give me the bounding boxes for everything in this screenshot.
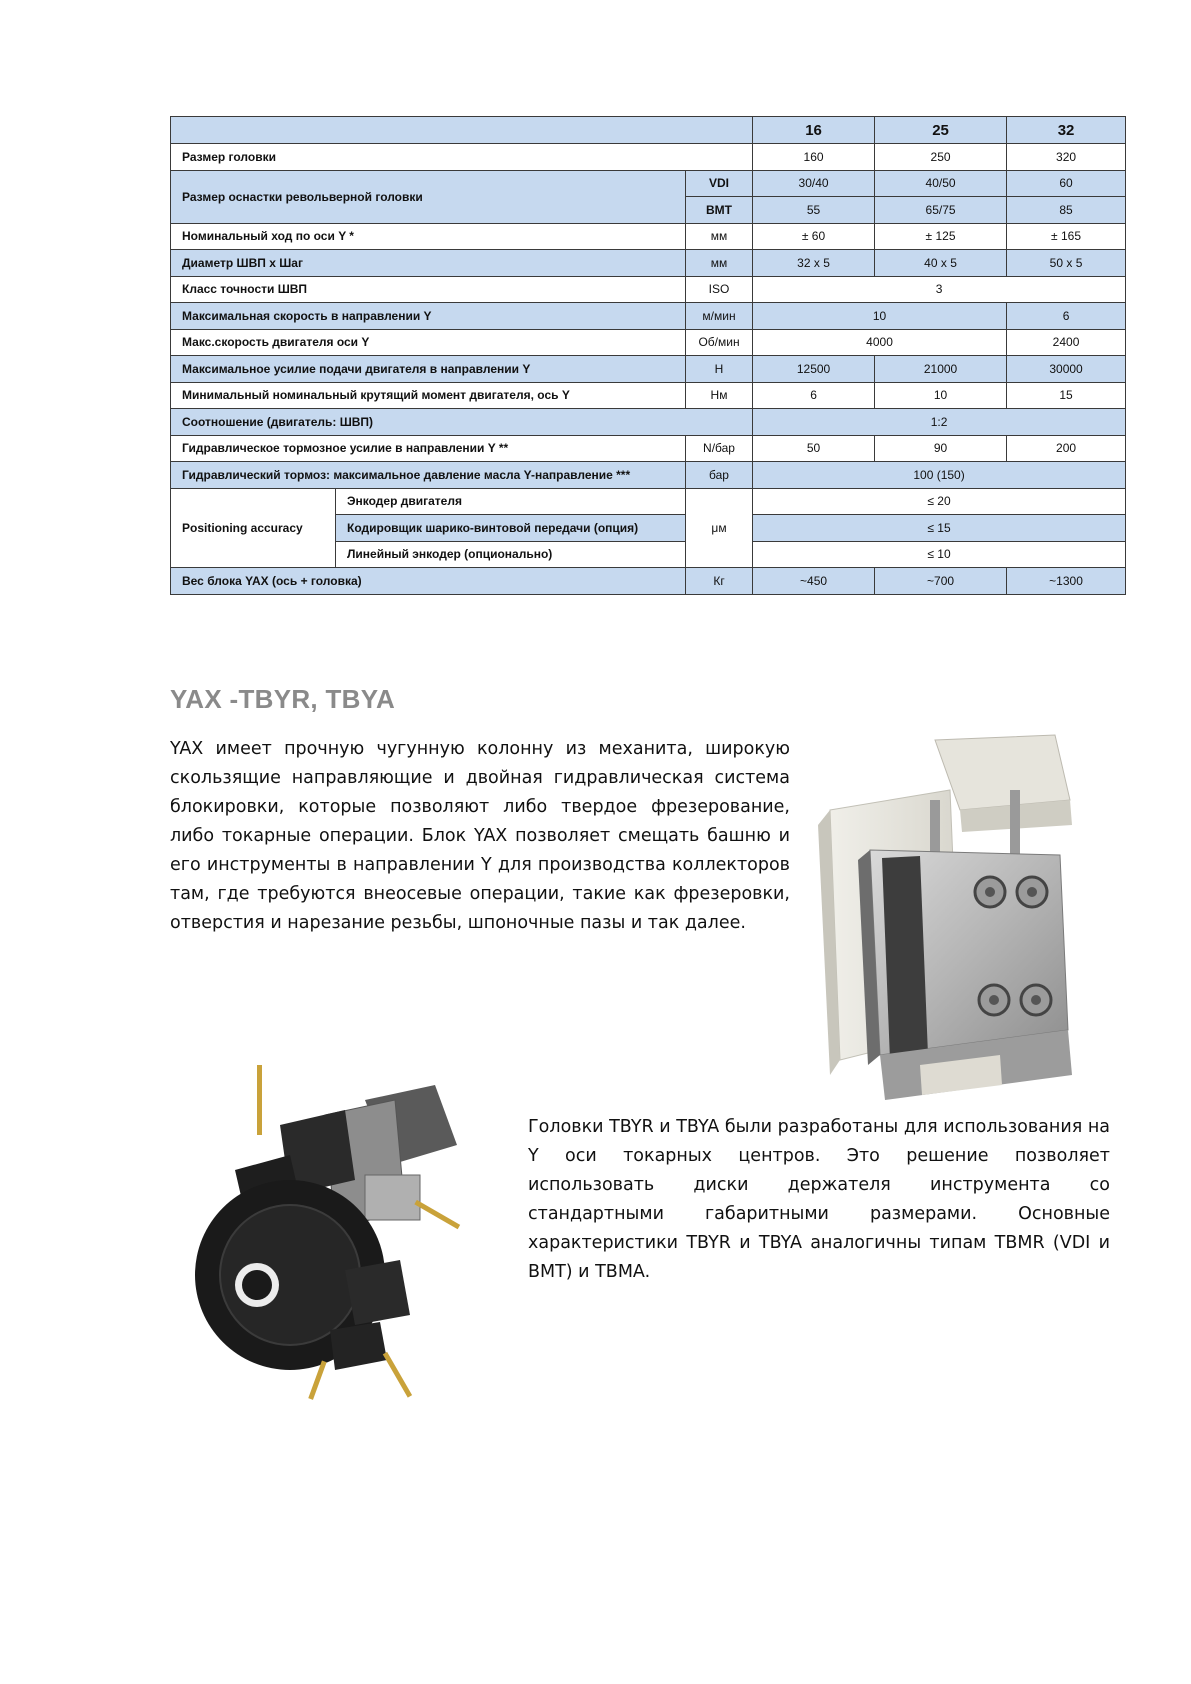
table-row-head-size: Размер головки 160 250 320 <box>171 144 1126 171</box>
table-row-tooling-vdi: Размер оснастки револьверной головки VDI 30/40 40/50 60 <box>171 170 1126 197</box>
table-row-weight: Вес блока YAX (ось + головка) Кг ~450 ~700 ~1300 <box>171 568 1126 595</box>
spec-table <box>170 116 1126 595</box>
tbyr-description: Головки TBYR и TBYA были разработаны для использования на Y оси токарных центров. Это решение позволяет использовать диски держателя инструмента со стандартными габаритными размерами. Основные характеристики TBYR и TBYA аналогичны типам TBMR (VDI и BMT) и TBMA. <box>528 1117 1110 1282</box>
table-row-max-speed: Максимальная скорость в направлении Y м/мин 10 6 <box>171 303 1126 330</box>
header-blank-cell <box>171 117 753 144</box>
table-row-feed-force: Максимальное усилие подачи двигателя в направлении Y Н 12500 21000 30000 <box>171 356 1126 383</box>
table-row-positioning-motor: Positioning accuracy Энкодер двигателя μм ≤ 20 <box>171 488 1126 515</box>
table-row-accuracy-class: Класс точности ШВП ISO 3 <box>171 276 1126 303</box>
table-row-ratio: Соотношение (двигатель: ШВП) 1:2 <box>171 409 1126 436</box>
header-size-25: 25 <box>875 117 1007 144</box>
header-size-32: 32 <box>1007 117 1126 144</box>
yax-unit-image <box>810 730 1080 1102</box>
positioning-unit: μм <box>686 488 753 568</box>
table-row-tooling-bmt: BMT 55 65/75 85 <box>171 197 1126 224</box>
header-size-16: 16 <box>753 117 875 144</box>
table-row-positioning-ballscrew: Кодировщик шарико-винтовой передачи (опция) ≤ 15 <box>171 515 1126 542</box>
yax-description: YAX имеет прочную чугунную колонну из механита, широкую скользящие направляющие и двойная гидравлическая система блокировки, которые позволяют либо твердое фрезерование, либо токарные операции. Блок YAX позволяет смещать башню и его инструменты в направлении Y для производства коллекторов там, где требуются внеосевые операции, такие как фрезеровки, отверстия и нарезание резьбы, шпоночные пазы и так далее. <box>170 739 790 933</box>
turret-head-image <box>195 1060 505 1405</box>
table-row-stroke: Номинальный ход по оси Y * мм ± 60 ± 125 ± 165 <box>171 223 1126 250</box>
table-row-positioning-linear: Линейный энкодер (опционально) ≤ 10 <box>171 541 1126 568</box>
table-row-motor-speed: Макс.скорость двигателя оси Y Об/мин 4000 2400 <box>171 329 1126 356</box>
table-header-row <box>171 117 1126 144</box>
positioning-label: Positioning accuracy <box>171 488 336 568</box>
table-row-torque: Минимальный номинальный крутящий момент двигателя, ось Y Нм 6 10 15 <box>171 382 1126 409</box>
table-row-brake-pressure: Гидравлический тормоз: максимальное давление масла Y-направление *** бар 100 (150) <box>171 462 1126 489</box>
section-title: YAX -TBYR, TBYA <box>170 684 396 714</box>
table-row-brake-force: Гидравлическое тормозное усилие в направлении Y ** N/бар 50 90 200 <box>171 435 1126 462</box>
table-row-ballscrew: Диаметр ШВП x Шаг мм 32 x 5 40 x 5 50 x 5 <box>171 250 1126 277</box>
tooling-label: Размер оснастки револьверной головки <box>171 170 686 223</box>
